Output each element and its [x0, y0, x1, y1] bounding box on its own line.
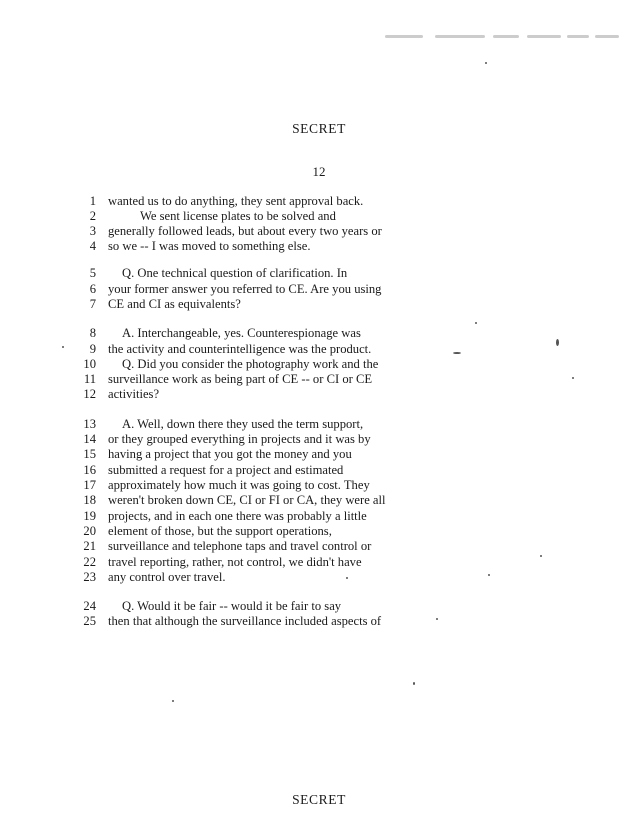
scan-speck: [556, 339, 559, 346]
line-text: having a project that you got the money and you: [108, 447, 352, 461]
line-number: 20: [83, 524, 96, 538]
transcript-line: [74, 598, 341, 614]
line-text: wanted us to do anything, they sent approval back.: [108, 194, 364, 208]
transcript-line: [74, 613, 381, 629]
transcript-line: [74, 554, 362, 570]
transcript-line: [74, 341, 371, 357]
line-text: so we -- I was moved to something else.: [108, 239, 311, 253]
transcript-line: [74, 431, 371, 447]
line-text: Q. One technical question of clarification. In: [122, 266, 348, 280]
transcript-line: [74, 356, 378, 372]
scan-speck: [453, 352, 461, 354]
line-number: 11: [83, 372, 96, 386]
transcript-line: [74, 446, 352, 462]
line-text: surveillance work as being part of CE -- or CI or CE: [108, 372, 373, 386]
line-number: 8: [89, 326, 96, 340]
line-text: A. Interchangeable, yes. Counterespionage was: [122, 326, 361, 340]
line-number: 13: [83, 417, 96, 431]
line-text: surveillance and telephone taps and travel control or: [108, 539, 372, 553]
page-number: 12: [312, 164, 326, 179]
line-text: weren't broken down CE, CI or FI or CA, they were all: [108, 493, 386, 507]
transcript-line: [74, 569, 226, 585]
transcript-line: [74, 325, 361, 341]
line-text: generally followed leads, but about every two years or: [108, 224, 382, 238]
line-number: 24: [83, 599, 96, 613]
scan-smudge: [345, 30, 625, 44]
line-number: 6: [89, 282, 96, 296]
line-number: 3: [89, 224, 96, 238]
scan-speck: [62, 346, 64, 348]
line-number: 16: [83, 463, 96, 477]
line-number: 12: [83, 387, 96, 401]
scan-speck: [346, 577, 348, 579]
transcript-line: [74, 265, 347, 281]
line-number: 18: [83, 493, 96, 507]
transcript-line: [74, 281, 381, 297]
line-number: 23: [83, 570, 96, 584]
line-number: 10: [83, 357, 96, 371]
line-number: 4: [89, 239, 96, 253]
line-number: 17: [83, 478, 96, 492]
transcript-line: [74, 296, 241, 312]
line-text: any control over travel.: [108, 570, 226, 584]
transcript-line: [74, 208, 336, 224]
scan-speck: [572, 377, 574, 379]
transcript-line: [74, 477, 370, 493]
bottom-classification-marking: SECRET: [292, 792, 346, 807]
scan-speck: [540, 555, 542, 557]
scan-speck: [475, 322, 477, 324]
line-text: your former answer you referred to CE. Are you using: [108, 282, 382, 296]
line-text: We sent license plates to be solved and: [140, 209, 336, 223]
line-text: or they grouped everything in projects and it was by: [108, 432, 371, 446]
transcript-line: [74, 371, 372, 387]
transcript-line: [74, 523, 332, 539]
transcript-line: [74, 492, 386, 508]
scan-speck: [413, 682, 415, 685]
line-number: 1: [89, 194, 96, 208]
line-text: projects, and in each one there was probably a little: [108, 509, 367, 523]
line-text: approximately how much it was going to cost. They: [108, 478, 370, 492]
line-number: 7: [89, 297, 96, 311]
line-text: then that although the surveillance included aspects of: [108, 614, 382, 628]
line-number: 15: [83, 447, 96, 461]
line-number: 22: [83, 555, 96, 569]
transcript-line: [74, 416, 363, 432]
line-number: 2: [89, 209, 96, 223]
transcript-line: [74, 538, 371, 554]
line-number: 25: [83, 614, 96, 628]
transcript-line: [74, 462, 343, 478]
transcript-line: [74, 238, 311, 254]
line-text: the activity and counterintelligence was the product.: [108, 342, 372, 356]
line-text: element of those, but the support operations,: [108, 524, 332, 538]
scan-speck: [488, 574, 490, 576]
line-number: 14: [83, 432, 96, 446]
transcript-line: [74, 386, 159, 402]
line-text: Q. Did you consider the photography work and the: [122, 357, 379, 371]
line-text: CE and CI as equivalents?: [108, 297, 241, 311]
transcript-line: [74, 193, 363, 209]
scan-speck: [485, 62, 487, 64]
line-number: 21: [83, 539, 96, 553]
transcript-line: [74, 223, 382, 239]
line-number: 5: [89, 266, 96, 280]
line-number: 9: [89, 342, 96, 356]
top-classification-marking: SECRET: [292, 121, 346, 136]
line-text: travel reporting, rather, not control, we didn't have: [108, 555, 362, 569]
line-text: Q. Would it be fair -- would it be fair to say: [122, 599, 342, 613]
line-text: submitted a request for a project and estimated: [108, 463, 344, 477]
scan-speck: [436, 618, 438, 620]
line-text: A. Well, down there they used the term support,: [122, 417, 364, 431]
line-number: 19: [83, 509, 96, 523]
transcript-line: [74, 508, 367, 524]
scan-speck: [172, 700, 174, 702]
line-text: activities?: [108, 387, 160, 401]
